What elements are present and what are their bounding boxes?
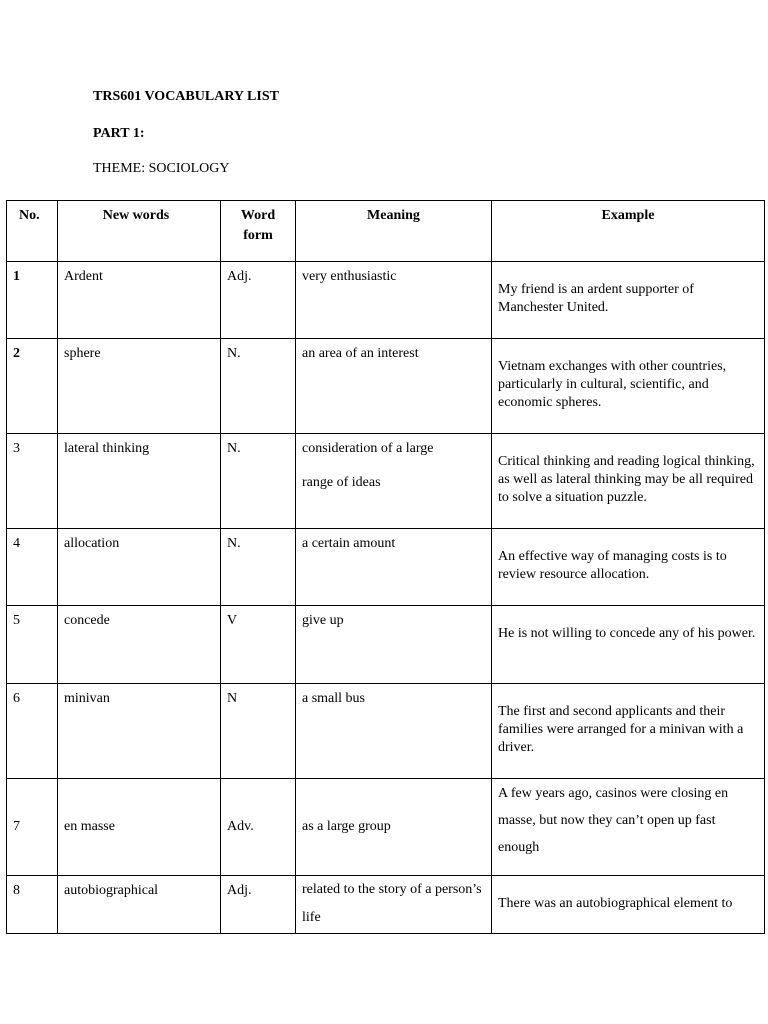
new-word: concede bbox=[58, 606, 221, 684]
vocabulary-table bbox=[6, 200, 765, 934]
meaning: a small bus bbox=[296, 684, 492, 779]
new-word: allocation bbox=[58, 529, 221, 606]
row-number: 3 bbox=[13, 441, 20, 456]
word-form: V bbox=[221, 606, 296, 684]
example: My friend is an ardent supporter of Manchester United. bbox=[498, 282, 694, 315]
meaning: an area of an interest bbox=[296, 339, 492, 434]
header-word-form-line1: Word bbox=[240, 208, 276, 223]
meaning: very enthusiastic bbox=[296, 262, 492, 339]
example: Vietnam exchanges with other countries, particularly in cultural, scientific, and economic spheres. bbox=[498, 359, 727, 410]
row-number: 5 bbox=[13, 613, 20, 628]
table-row bbox=[7, 876, 765, 934]
table-row bbox=[7, 606, 765, 684]
row-number: 1 bbox=[13, 269, 20, 284]
row-number: 8 bbox=[13, 883, 20, 898]
word-form: N. bbox=[221, 339, 296, 434]
table-row bbox=[7, 262, 765, 339]
example: A few years ago, casinos were closing en masse, but now they can’t open up fast enough bbox=[498, 786, 729, 855]
table-row bbox=[7, 339, 765, 434]
row-number: 2 bbox=[13, 346, 20, 361]
table-header-row bbox=[7, 201, 765, 262]
table-row bbox=[7, 779, 765, 876]
new-word: minivan bbox=[58, 684, 221, 779]
row-number: 7 bbox=[13, 819, 20, 834]
table-row bbox=[7, 434, 765, 529]
example: Critical thinking and reading logical thinking, as well as lateral thinking may be all required to solve a situation puzzle. bbox=[498, 454, 755, 505]
example: The first and second applicants and their families were arranged for a minivan with a driver. bbox=[498, 704, 744, 755]
meaning-line2: range of ideas bbox=[302, 475, 381, 490]
word-form: N. bbox=[221, 529, 296, 606]
meaning: give up bbox=[296, 606, 492, 684]
header-word-form bbox=[221, 201, 296, 262]
meaning: as a large group bbox=[296, 779, 492, 876]
word-form: N. bbox=[221, 434, 296, 529]
new-word: sphere bbox=[58, 339, 221, 434]
meaning: a certain amount bbox=[296, 529, 492, 606]
header-example: Example bbox=[492, 201, 765, 262]
header-word-form-line2: form bbox=[243, 228, 273, 243]
example: He is not willing to concede any of his power. bbox=[498, 626, 756, 641]
new-word: Ardent bbox=[58, 262, 221, 339]
example: There was an autobiographical element to bbox=[498, 896, 733, 911]
new-word: lateral thinking bbox=[58, 434, 221, 529]
example: An effective way of managing costs is to review resource allocation. bbox=[498, 549, 727, 582]
document-title: TRS601 VOCABULARY LIST bbox=[93, 89, 279, 104]
row-number: 4 bbox=[13, 536, 20, 551]
theme-label: THEME: SOCIOLOGY bbox=[93, 161, 230, 176]
meaning-line1: consideration of a large bbox=[302, 441, 434, 456]
meaning: related to the story of a person’s life bbox=[302, 882, 482, 925]
new-word: en masse bbox=[58, 779, 221, 876]
header-new-words: New words bbox=[58, 201, 221, 262]
header-meaning: Meaning bbox=[296, 201, 492, 262]
part-label: PART 1: bbox=[93, 126, 145, 141]
word-form: N bbox=[221, 684, 296, 779]
header-no: No. bbox=[7, 201, 58, 262]
table-row bbox=[7, 684, 765, 779]
word-form: Adj. bbox=[221, 262, 296, 339]
new-word: autobiographical bbox=[58, 876, 221, 934]
word-form: Adj. bbox=[221, 876, 296, 934]
word-form: Adv. bbox=[221, 779, 296, 876]
meaning bbox=[296, 434, 492, 529]
table-row bbox=[7, 529, 765, 606]
row-number: 6 bbox=[13, 691, 20, 706]
